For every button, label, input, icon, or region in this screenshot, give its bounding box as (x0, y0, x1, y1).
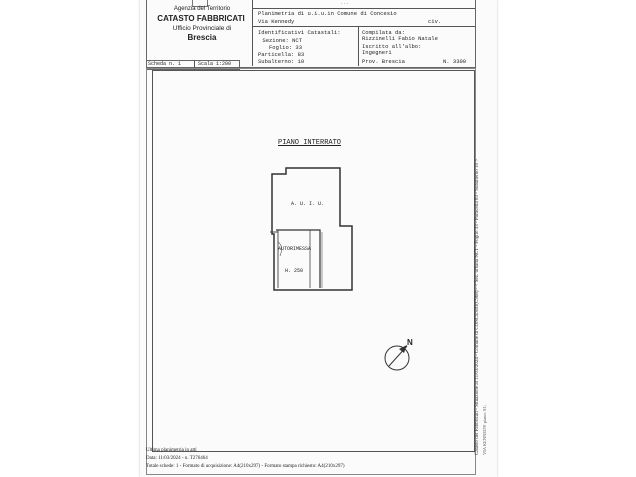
room-main-label: A. U. I. U. (291, 201, 325, 207)
city-name: Brescia (187, 33, 217, 42)
province: Prov. Brescia (362, 58, 405, 65)
registration-number: N. 3300 (443, 58, 467, 65)
civ-label: civ. (428, 18, 442, 25)
plan-title: Planimetria di u.i.u.in Comune di Concesio (258, 10, 397, 17)
identifiers-heading: Identificativi Catastali: (258, 29, 341, 36)
office-name: CATASTO FABBRICATI (157, 14, 245, 23)
footer-line-2: Data: 11/03/2024 - n. T276464 (146, 456, 208, 461)
footer-line-3: Totale schede: 1 - Formato di acquisizione: A4(210x297) - Formato stampa richiesto: A4(210x297) (146, 464, 345, 469)
compiler-heading: Compilata da: (362, 29, 405, 36)
top-ref: ... (340, 0, 350, 6)
scale: Scala 1:200 (198, 61, 232, 67)
footer-line-1: Ultima planimetria in atti (146, 448, 197, 453)
foglio: Foglio: 33 (268, 44, 302, 51)
provincial-office: Ufficio Provinciale di (172, 25, 232, 32)
side-vertical-text-2: VIA KENNEDY piano: S1; (482, 405, 487, 455)
compiler-name: Rizzinelli Fabio Natale (362, 35, 438, 42)
subalterno: Subalterno: 10 (258, 58, 305, 65)
north-label: N (407, 338, 413, 347)
particella: Particella: 83 (258, 51, 305, 58)
profession: Ingegneri (362, 49, 392, 56)
floor-plan (262, 160, 356, 296)
garage-height: H. 250 (285, 268, 304, 274)
room-garage-label: AUTORIMESSA (278, 246, 312, 252)
address: Via Kennedy (258, 18, 295, 25)
floor-label: PIANO INTERRATO (278, 139, 342, 147)
sezione: Sezione: NCT (262, 37, 302, 44)
scheda-number: Scheda n. 1 (148, 61, 182, 67)
document-page (140, 0, 497, 477)
side-vertical-text: Catasto dei Fabbricati - Situazione al 11/03/2024 - Comune di CONCESIO(C968) - < Sez. urbana NCT - Foglio 33 - Particella 83 - Subalterno 10 > (475, 158, 480, 455)
agency-name: Agenzia del Territorio (173, 6, 231, 12)
registered-label: Iscritto all'albo: (362, 43, 422, 50)
